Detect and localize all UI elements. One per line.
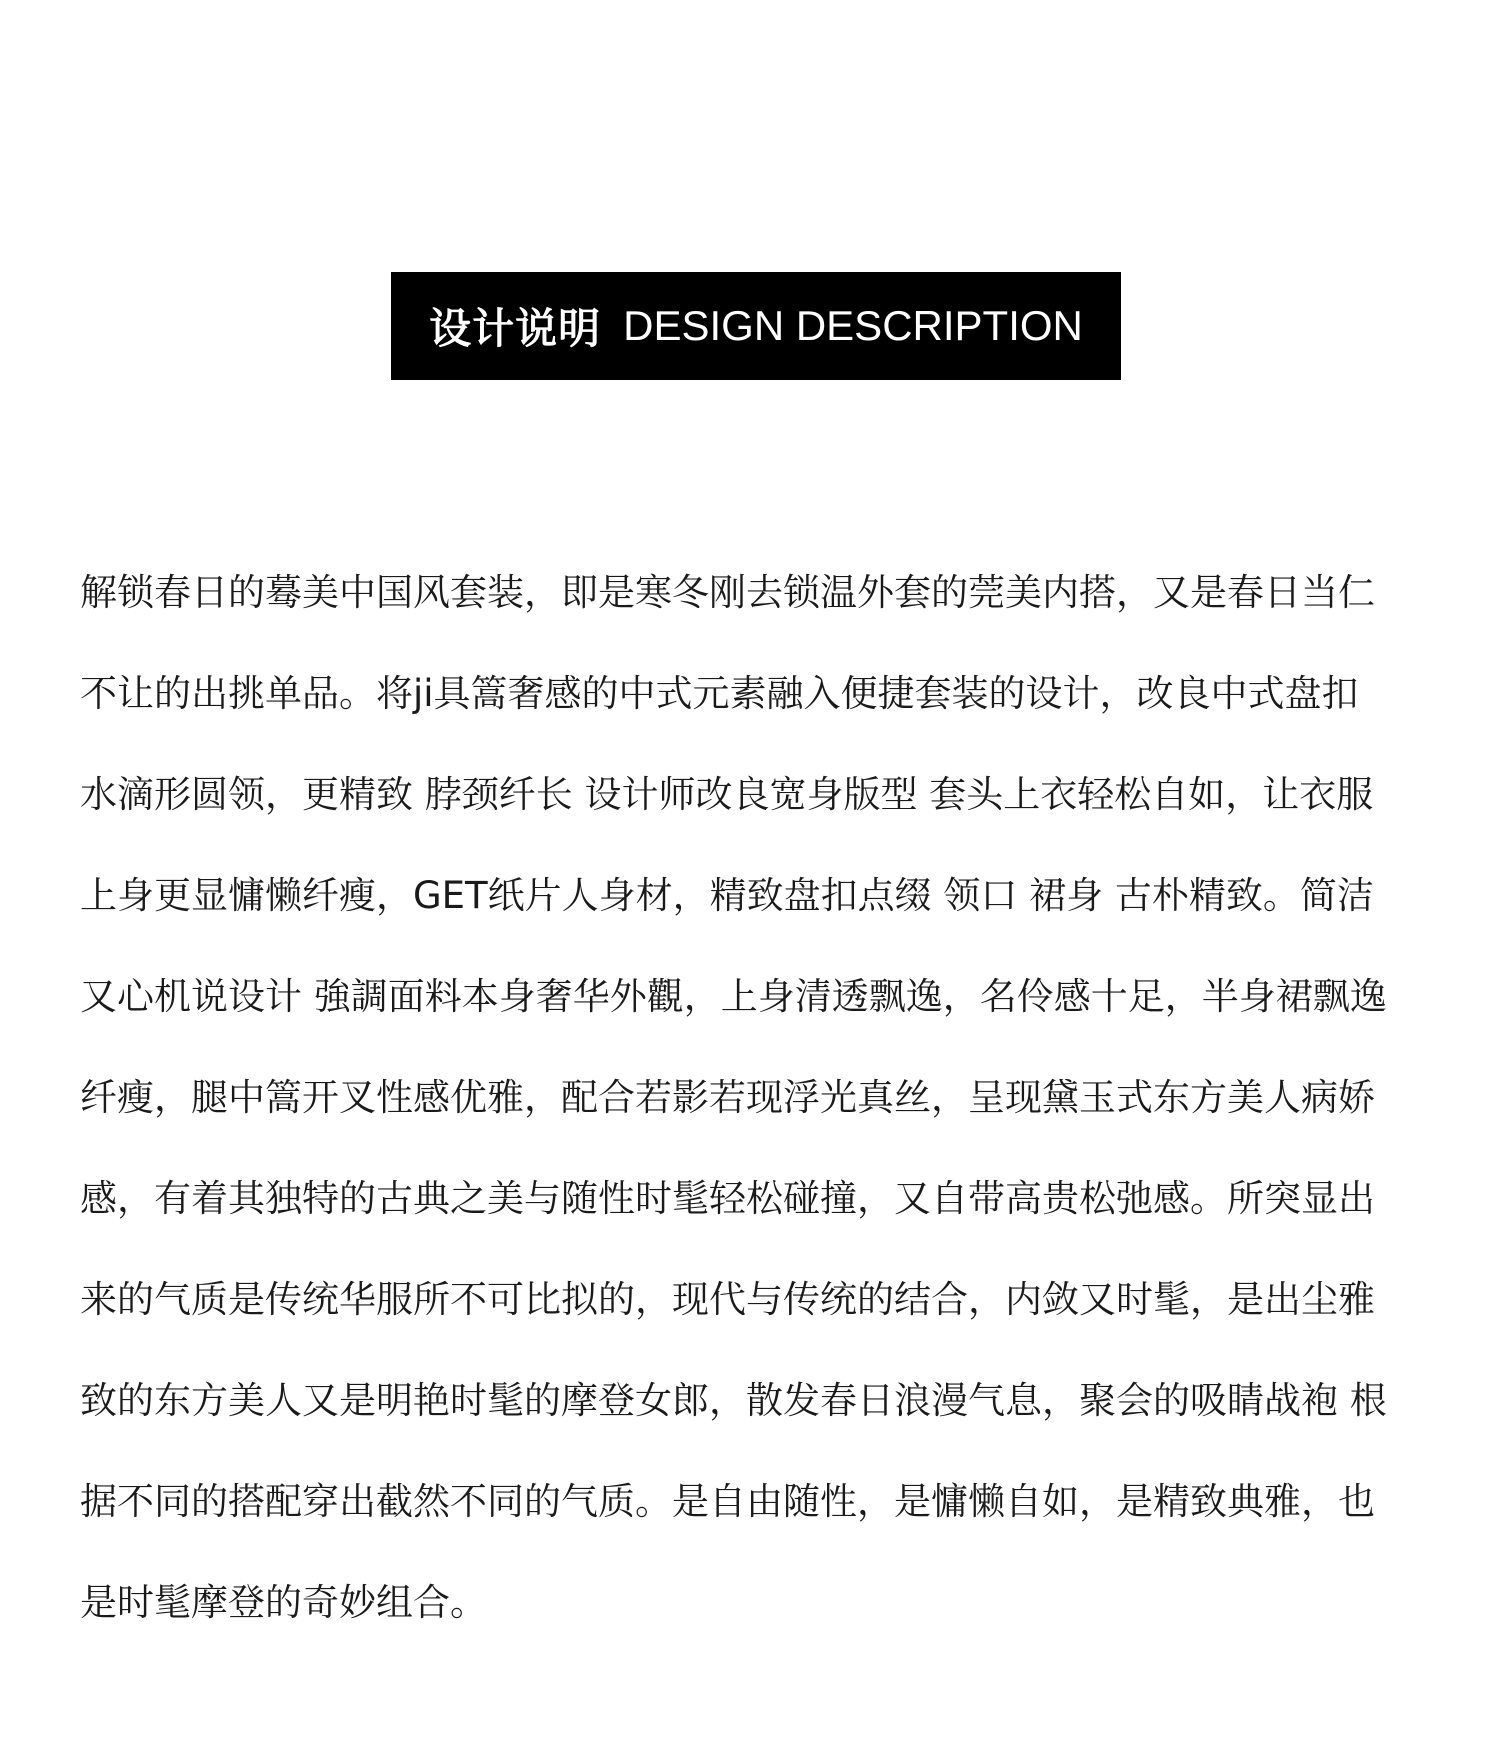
description-line: 解锁春日的蓦美中国风套装，即是寒冬刚去锁温外套的莞美内搭，又是春日当仁 (80, 571, 1375, 614)
description-line: 感，有着其独特的古典之美与随性时髦轻松碰撞，又自带高贵松弛感。所突显出 (80, 1177, 1375, 1220)
section-title-cn: 设计说明 (429, 304, 602, 353)
description-line: 水滴形圆领，更精致 脖颈纤长 设计师改良宽身版型 套头上衣轻松自如，让衣服 (80, 773, 1374, 816)
description-line: 上身更显慵懒纤瘦，GET纸片人身材，精致盘扣点缀 领口 裙身 古朴精致。简洁 (80, 874, 1374, 917)
section-title-en: DESIGN DESCRIPTION (623, 302, 1083, 349)
description-line: 是时髦摩登的奇妙组合。 (80, 1581, 487, 1624)
description-line: 又心机说设计 強調面料本身奢华外觀，上身清透飘逸，名伶感十足，半身裙飘逸 (80, 975, 1387, 1018)
description-line: 不让的出挑单品。将ji具篙奢感的中式元素融入便捷套装的设计，改良中式盘扣 (80, 672, 1359, 715)
section-title-banner (391, 272, 1121, 380)
description-line: 纤瘦，腿中篙开叉性感优雅，配合若影若现浮光真丝，呈现黛玉式东方美人病娇 (80, 1076, 1375, 1119)
description-line: 致的东方美人又是明艳时髦的摩登女郎，散发春日浪漫气息，聚会的吸睛战袍 根 (80, 1379, 1387, 1422)
description-line: 据不同的搭配穿出截然不同的气质。是自由随性，是慵懒自如，是精致典雅，也 (80, 1480, 1375, 1523)
description-text (80, 542, 1440, 1653)
description-line: 来的气质是传统华服所不可比拟的，现代与传统的结合，内敛又时髦，是出尘雅 (80, 1278, 1375, 1321)
